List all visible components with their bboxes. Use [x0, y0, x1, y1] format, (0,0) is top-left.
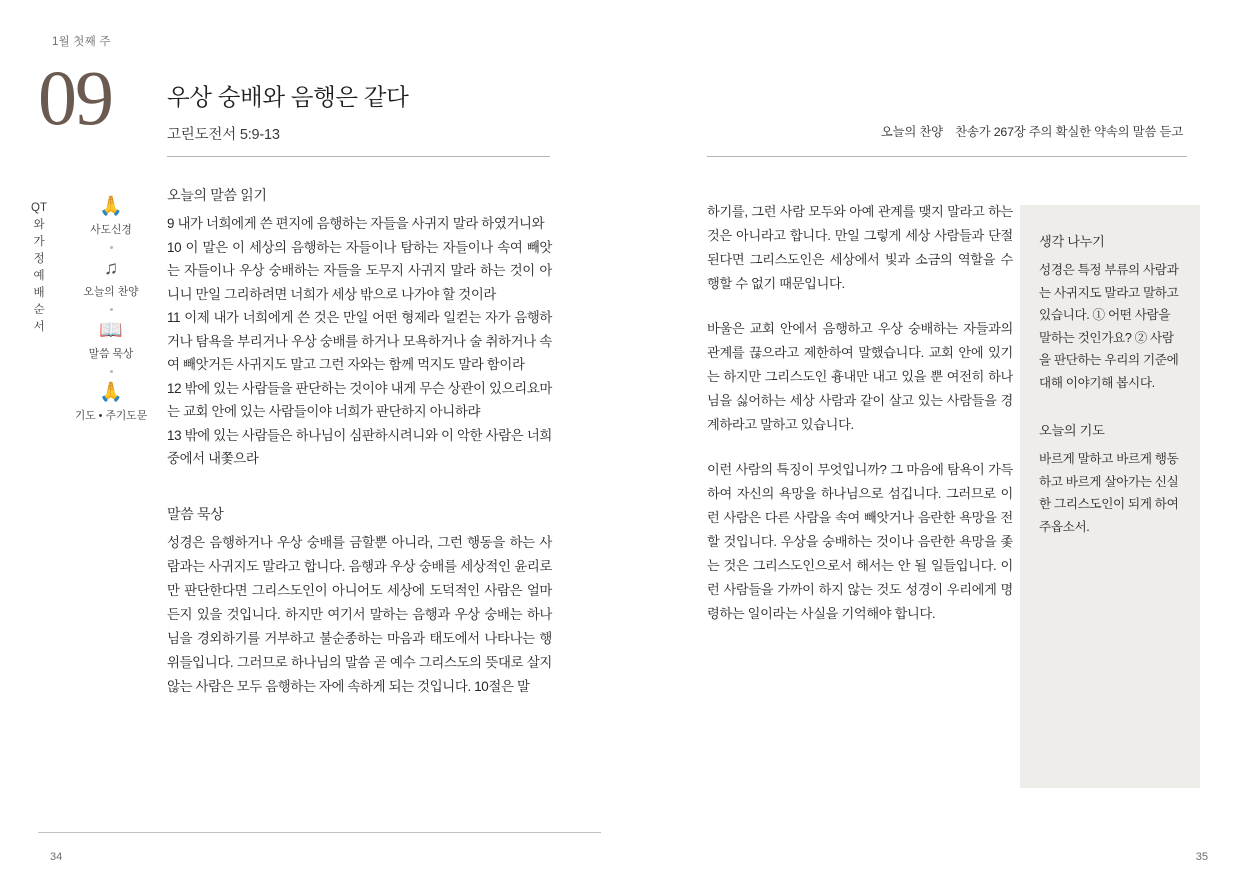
page-number-left: 34: [50, 851, 63, 863]
prayer-heading: 오늘의 기도: [1039, 423, 1105, 438]
share-heading: 생각 나누기: [1039, 234, 1105, 249]
meditation-heading: 말씀 묵상: [167, 505, 224, 522]
panel-spacer: [1039, 394, 1181, 420]
verse-line: 12 밖에 있는 사람들을 판단하는 것이야 내게 무슨 상관이 있으리요마는 교회 안에 있는 사람들이야 너희가 판단하지 아니하랴: [167, 380, 552, 419]
prayer-body: 바르게 말하고 바르게 행동하고 바르게 살아가는 신실한 그리스도인이 되게 하여 주옵소서.: [1039, 452, 1179, 534]
verse-line: 11 이제 내가 너희에게 쓴 것은 만일 어떤 형제라 일컫는 자가 음행하거나 탐욕을 부리거나 우상 숭배를 하거나 모욕하거나 술 취하거나 속여 빼앗거든 사귀지도 말고 그런 자와는 함께 먹지도 말라 함이라: [167, 310, 552, 372]
verse-line: 13 밖에 있는 사람들은 하나님이 심판하시려니와 이 악한 사람은 너희 중에서 내쫓으라: [167, 427, 552, 466]
title-block: [167, 78, 557, 144]
left-text-column: [167, 185, 552, 699]
body-paragraph: 하기를, 그런 사람 모두와 아예 관계를 맺지 말라고 하는 것은 아니라고 합니다. 만일 그렇게 세상 사람들과 단절된다면 그리스도인은 세상에서 빛과 소금의 역할을 수행할 수 없기 때문입니다.: [707, 204, 1013, 291]
page-number-right: 35: [1195, 851, 1208, 863]
sidebar-icon-list: [62, 196, 160, 423]
open-bible-icon: 📖: [99, 320, 123, 341]
praying-hands-icon: 🙏: [99, 196, 123, 217]
music-note-icon: ♫: [103, 258, 119, 279]
reading-heading: 오늘의 말씀 읽기: [167, 187, 267, 203]
meditation-body: 성경은 음행하거나 우상 숭배를 금할뿐 아니라, 그런 행동을 하는 사람과는 사귀지도 말라고 합니다. 음행과 우상 숭배를 세상적인 윤리로만 판단한다면 그리스도인이 아니어도 세상에 도덕적인 사람은 얼마든지 있을 것입니다. 하지만 여기서 말하는 음행과 우상 숭배는 하나님을 경외하기를 거부하고 불순종하는 마음과 태도에서 나타나는 행위들입니다. 그러므로 하나님의 말씀 곧 예수 그리스도의 뜻대로 살지 않는 사람은 모두 음행하는 자에 속하게 되는 것입니다. 10절은 말: [167, 534, 552, 694]
sidebar-separator-dot: [110, 370, 113, 373]
day-number: 09: [38, 54, 112, 141]
hymn-of-the-day: [881, 122, 1183, 140]
sidebar-item-creed: [62, 196, 160, 237]
sidebar-vertical-label: QT와 가정예배 순서: [31, 202, 47, 333]
hymn-label: 오늘의 찬양: [880, 125, 943, 139]
sidebar-item-hymn: [62, 258, 160, 299]
reflection-panel: [1020, 205, 1200, 788]
footer-divider: [38, 832, 601, 833]
sidebar-item-label: 오늘의 찬양: [83, 286, 139, 298]
sidebar-item-prayer: [62, 382, 160, 423]
sidebar-item-label: 기도 • 주기도문: [74, 410, 148, 422]
share-body: 성경은 특정 부류의 사람과는 사귀지도 말라고 말하고 있습니다. ① 어떤 사람을 말하는 것인가요? ② 사람을 판단하는 우리의 기준에 대해 이야기해 봅시다.: [1039, 263, 1179, 390]
verse-line: 9 내가 너희에게 쓴 편지에 음행하는 자들을 사귀지 말라 하였거니와: [167, 216, 545, 231]
right-text-column: [707, 200, 1013, 626]
sidebar-item-meditation: [62, 320, 160, 361]
scripture-reference: 고린도전서 5:9-13: [167, 127, 280, 143]
meditation-section: [167, 504, 552, 699]
right-page: [629, 0, 1258, 892]
sidebar-item-label: 말씀 묵상: [88, 348, 134, 360]
body-paragraph: 바울은 교회 안에서 음행하고 우상 숭배하는 자들과의 관계를 끊으라고 제한하여 말했습니다. 교회 안에 있기는 하지만 그리스도인 흉내만 내고 있을 뿐 여전히 하나님을 싫어하는 세상 사람과 같이 살고 있는 사람들을 경계하라고 말하고 있습니다.: [707, 321, 1013, 432]
hymn-divider: [707, 156, 1187, 157]
page-title: 우상 숭배와 음행은 같다: [167, 84, 409, 110]
verse-line: 10 이 말은 이 세상의 음행하는 자들이나 탐하는 자들이나 속여 빼앗는 자들이나 우상 숭배하는 자들을 도무지 사귀지 말라 하는 것이 아니니 만일 그리하려면 너희가 세상 밖으로 나가야 할 것이라: [167, 239, 552, 302]
week-label: 1월 첫째 주: [52, 36, 111, 48]
sidebar-separator-dot: [110, 308, 113, 311]
sidebar-item-label: 사도신경: [90, 224, 132, 236]
hymn-value: 찬송가 267장 주의 확실한 약속의 말씀 듣고: [955, 125, 1183, 139]
praying-hands-icon: 🙏: [99, 382, 123, 403]
body-paragraph: 이런 사람의 특징이 무엇입니까? 그 마음에 탐욕이 가득하여 자신의 욕망을 하나님으로 섬깁니다. 그러므로 이런 사람은 다른 사람을 속여 빼앗거나 음란한 욕망을 전할 것입니다. 우상을 숭배하는 것이나 음란한 욕망을 좇는 것은 그리스도인으로서 해서는 안 될 일들입니다. 이런 사람들을 가까이 하지 않는 것도 성경이 우리에게 명령하는 일이라는 사실을 기억해야 합니다.: [707, 462, 1013, 621]
title-divider: [167, 156, 550, 157]
sidebar-separator-dot: [110, 246, 113, 249]
